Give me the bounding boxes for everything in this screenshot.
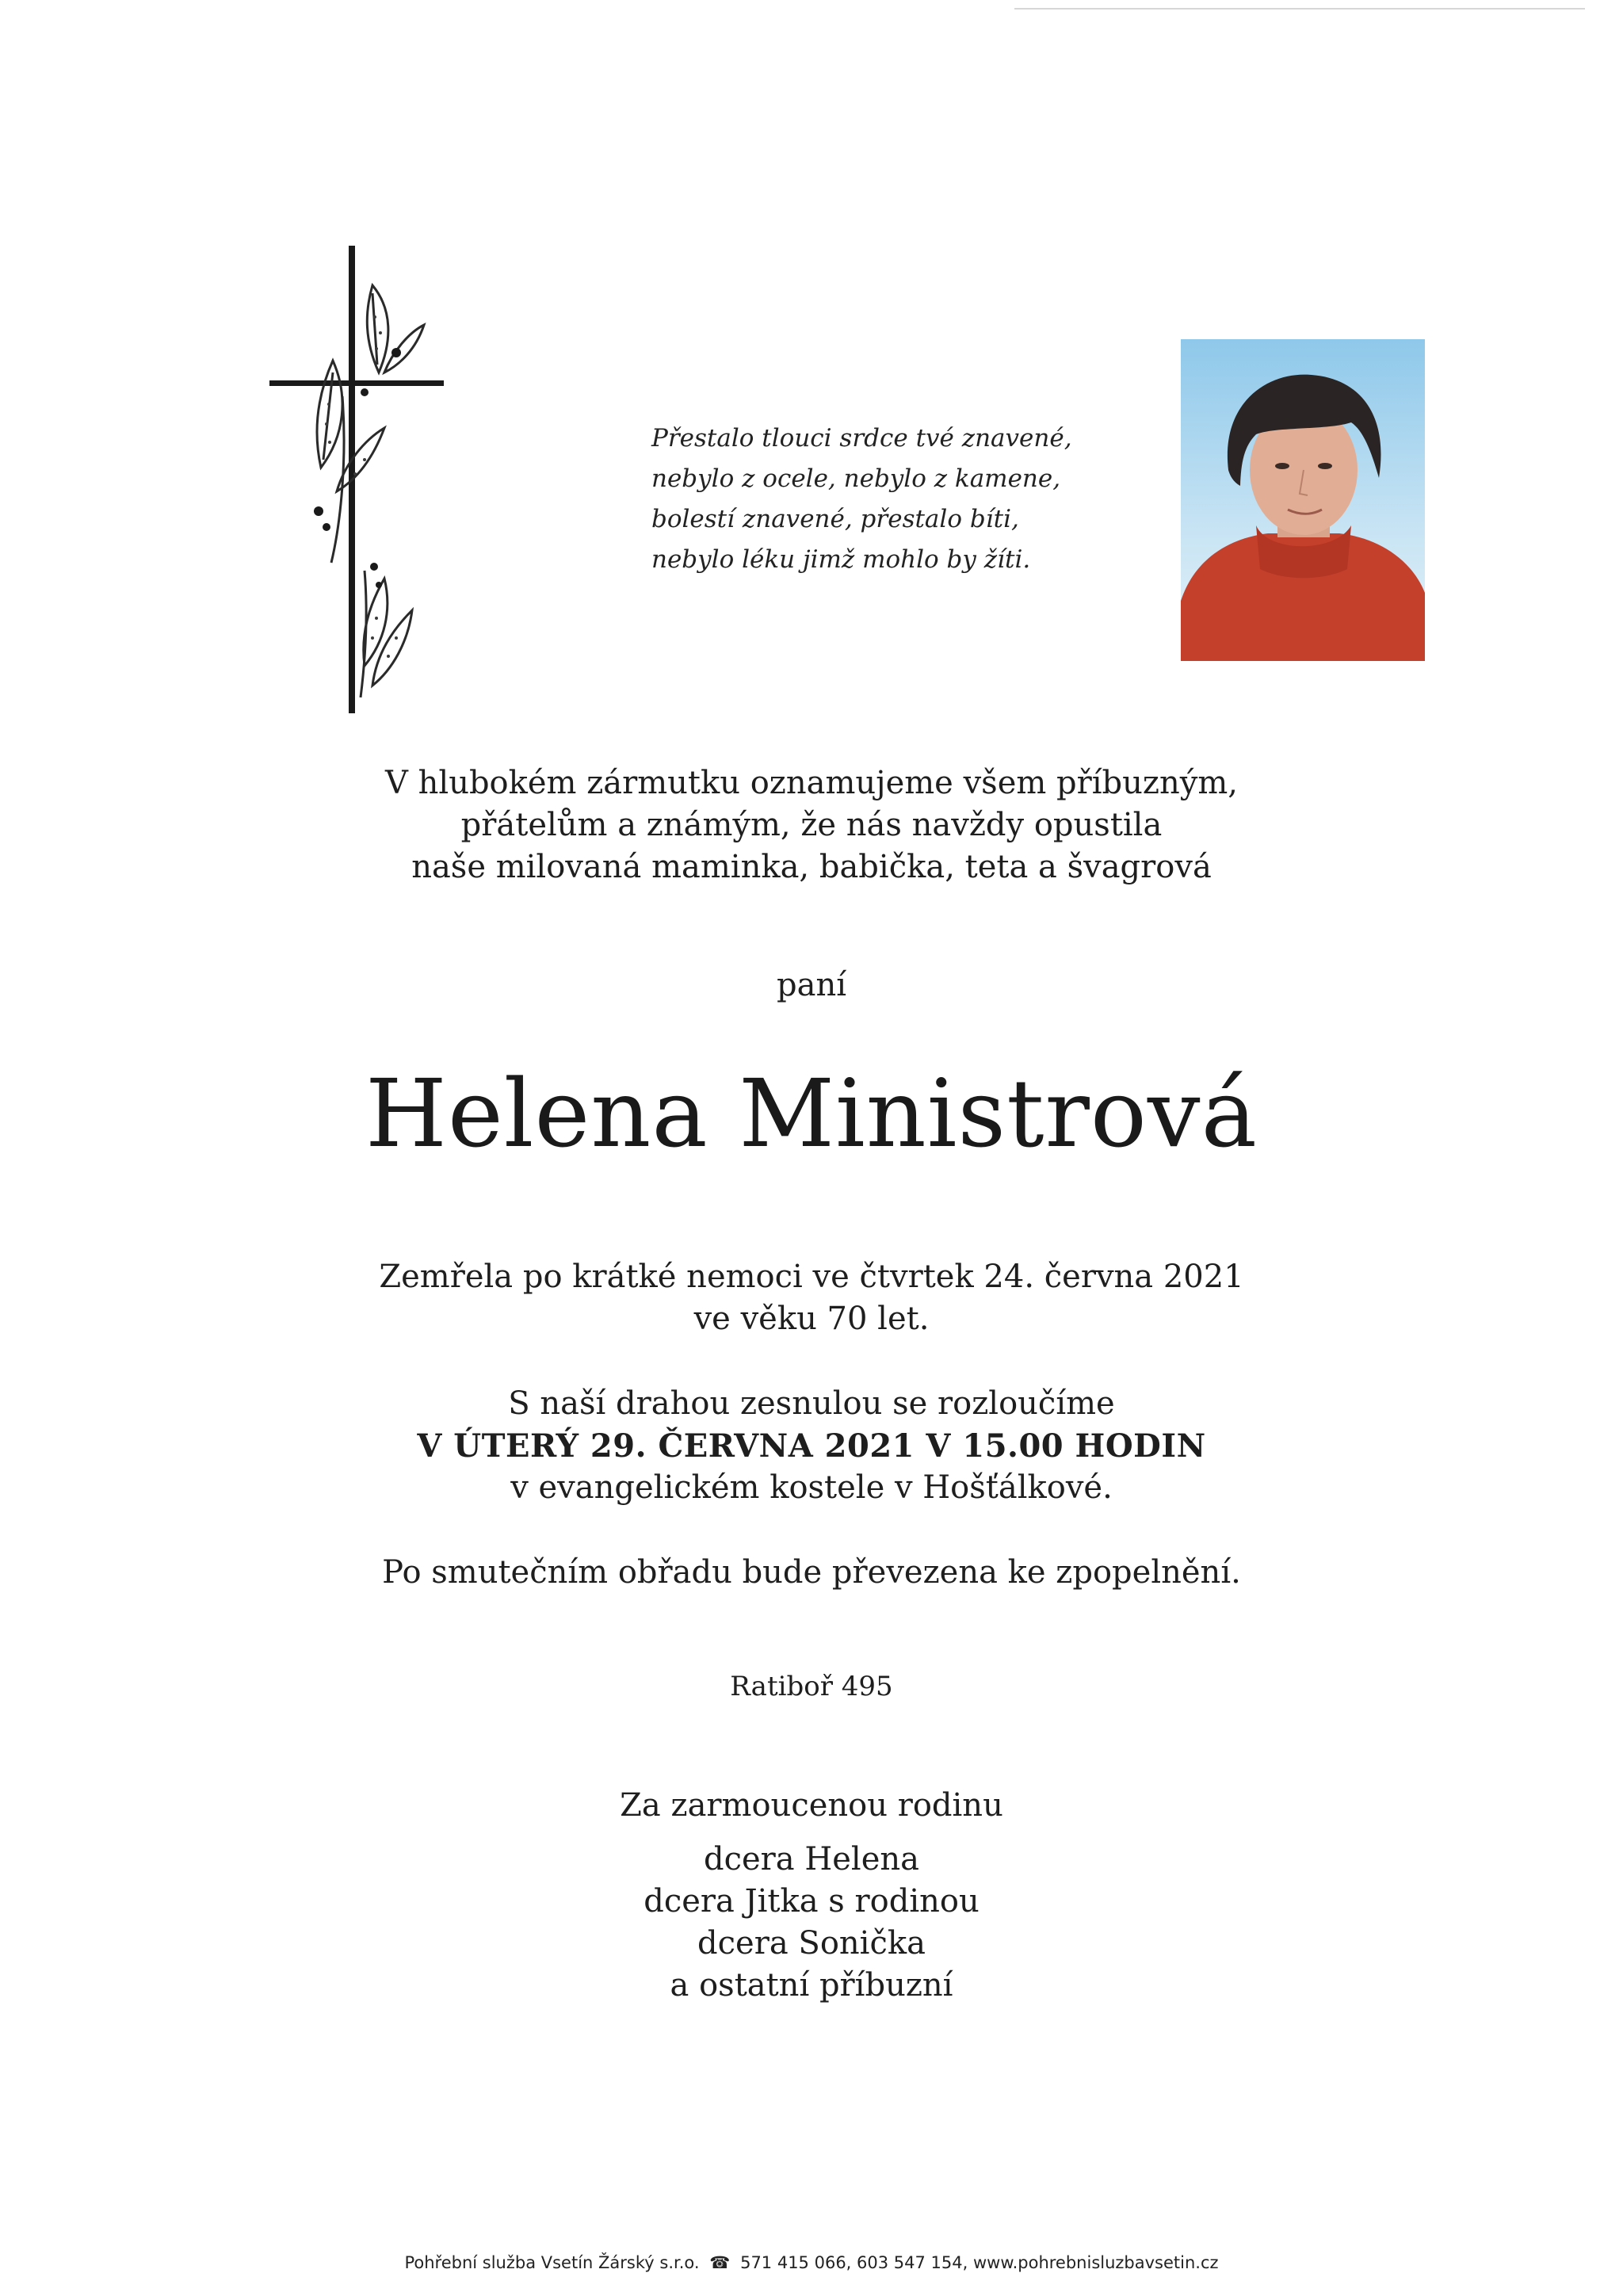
footer-company: Pohřební služba Vsetín Žárský s.r.o. xyxy=(404,2253,700,2272)
address xyxy=(336,1669,1287,1704)
family-member: dcera Sonička xyxy=(697,1925,926,1962)
family-intro xyxy=(336,1785,1287,1827)
death-info xyxy=(336,1256,1287,1340)
poem-line: nebylo léku jimž mohlo by žíti. xyxy=(651,545,1031,574)
family-member: dcera Jitka s rodinou xyxy=(643,1883,980,1920)
ceremony-info xyxy=(336,1383,1287,1509)
cross-ornament-icon xyxy=(254,238,460,721)
poem-line: bolestí znavené, přestalo bíti, xyxy=(651,505,1019,533)
honorific-text: paní xyxy=(776,967,846,1003)
poem-line: Přestalo tlouci srdce tvé znavené, xyxy=(651,424,1072,453)
ceremony-datetime: V ÚTERÝ 29. ČERVNA 2021 V 15.00 HODIN xyxy=(417,1427,1206,1465)
family-member: a ostatní příbuzní xyxy=(670,1967,953,2004)
family-member: dcera Helena xyxy=(704,1841,919,1878)
announcement-line: přátelům a známým, že nás navždy opustila xyxy=(460,807,1163,843)
deceased-name-text: Helena Ministrová xyxy=(365,1059,1258,1168)
footer-website: www.pohrebnisluzbavsetin.cz xyxy=(973,2253,1219,2272)
poem-line: nebylo z ocele, nebylo z kamene, xyxy=(651,464,1061,493)
ceremony-place: v evangelickém kostele v Hošťálkové. xyxy=(510,1469,1113,1506)
family-members xyxy=(336,1839,1287,2007)
cremation-note-text: Po smutečním obřadu bude převezena ke zpopelnění. xyxy=(382,1554,1241,1591)
death-info-line: ve věku 70 let. xyxy=(693,1301,930,1337)
family-intro-text: Za zarmoucenou rodinu xyxy=(620,1787,1003,1824)
footer xyxy=(336,2253,1287,2272)
deceased-name xyxy=(336,1054,1287,1173)
scan-edge-line xyxy=(1014,8,1585,10)
ceremony-intro: S naší drahou zesnulou se rozloučíme xyxy=(508,1385,1115,1422)
poem-verse xyxy=(651,418,1095,580)
announcement-text xyxy=(336,762,1287,888)
footer-phones: 571 415 066, 603 547 154, xyxy=(740,2253,968,2272)
portrait-photo xyxy=(1181,339,1425,661)
death-info-line: Zemřela po krátké nemoci ve čtvrtek 24. června 2021 xyxy=(379,1259,1244,1295)
cremation-note xyxy=(336,1552,1287,1594)
announcement-line: V hlubokém zármutku oznamujeme všem příbuzným, xyxy=(385,765,1238,801)
announcement-line: naše milovaná maminka, babička, teta a švagrová xyxy=(411,849,1212,885)
honorific xyxy=(336,965,1287,1005)
phone-icon: ☎ xyxy=(709,2253,731,2272)
address-text: Ratiboř 495 xyxy=(730,1671,893,1702)
